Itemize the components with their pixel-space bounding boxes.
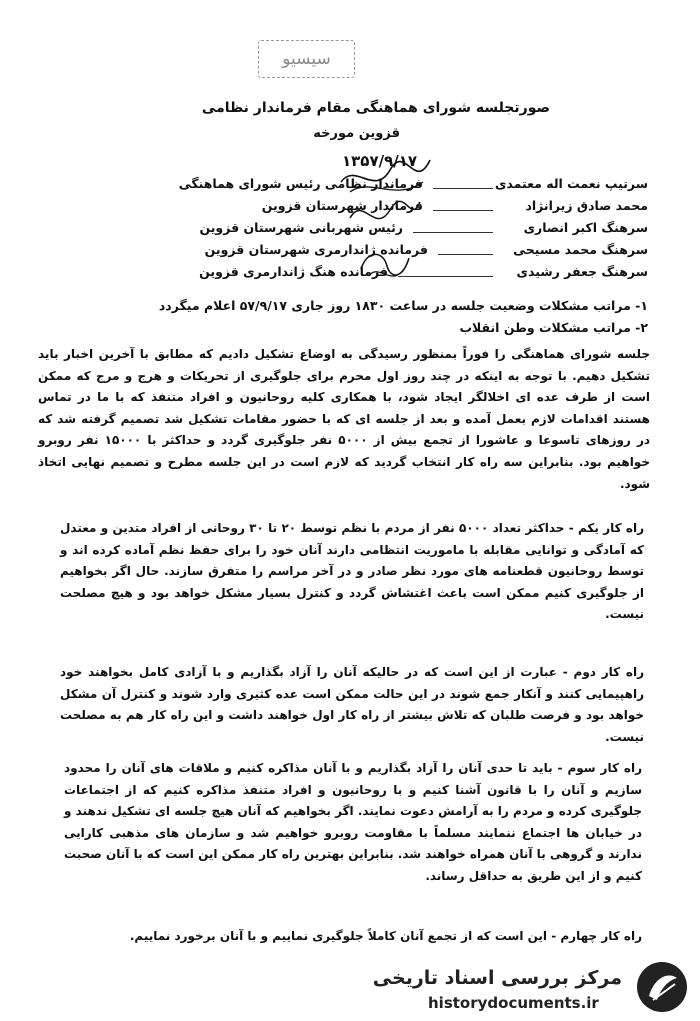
attendee-role: فرمانده هنگ ژاندارمری قزوین	[199, 264, 388, 279]
attendee-name: محمد صادق زیرانژاد	[525, 198, 648, 213]
attendee-role: رئیس شهربانی شهرستان قزوین	[199, 220, 403, 235]
body-paragraph: راه کار چهارم - این است که از تجمع آنان کاملاً جلوگیری نماییم و با آنان برخورد نماییم.	[129, 929, 642, 943]
attendee-role: فرمانده ژاندارمری شهرستان قزوین	[204, 242, 428, 257]
body-paragraph: راه کار سوم - باید تا حدی آنان را آزاد بگذاریم و با آنان مذاکره کنیم و ملاقات های آنان را محدود سازیم و آنان را با قانون آشنا کنیم و با روحانیون و افراد متنفذ مذاکره کنیم که از اجتماعات جلوگیری کرده و مردم را به آرامش دعوت نمایند. اگر بخواهیم که آنان هیچ جلسه ای تشکیل ندهند و در خیابان ها اجتماع ننمایند مسلماً با مقاومت روبرو خواهیم شد و سازمان های مذهبی کارایی ندارند و گروهی با آنان همراه خواهند شد. بنابراین بهترین راه کار ممکن این است که با آنان صحبت کنیم و از این طریق به حداقل رساند.	[64, 761, 642, 883]
agenda-item: ۱- مراتب مشکلات وضعیت جلسه در ساعت ۱۸۳۰ روز جاری ۵۷/۹/۱۷ اعلام میگردد	[158, 298, 648, 313]
body-paragraph: جلسه شورای هماهنگی را فوراً بمنظور رسیدگی به اوضاع تشکیل دادیم که مطابق با آخرین اخبار باید تشکیل دهیم. با توجه به اینکه در چند روز اول محرم برای جلوگیری از تحریکات و هرج و مرج که ممکن است از طرف عده ای اخلالگر ایجاد شود، با همکاری کلیه روحانیون و افراد متنفذ که با ما در تماس هستند اقدامات لازم بعمل آمده و بعد از جلسه ای که با حضور مقامات تشکیل شد تصمیم گرفته شد که در روزهای تاسوعا و عاشورا از تجمع بیش از ۵۰۰۰ نفر جلوگیری گردد و حداکثر با ۱۵۰۰۰ نفر روبرو خواهیم بود. بنابراین سه راه کار انتخاب گردید که لازم است در این جلسه مطرح و تصمیم نهایی اتخاذ شود.	[38, 347, 651, 491]
document-date: ۱۳۵۷/۹/۱۷	[342, 152, 418, 170]
attendee-row	[50, 264, 648, 286]
archive-url[interactable]: historydocuments.ir	[428, 994, 599, 1012]
attendee-row	[50, 242, 648, 264]
signature-line	[433, 210, 493, 211]
body-paragraph: راه کار یکم - حداکثر تعداد ۵۰۰۰ نفر از مردم با نظم توسط ۲۰ تا ۳۰ روحانی از افراد متدین و معتدل که آمادگی و توانایی مقابله با ماموریت انتظامی دارند آنان خود را برای حفظ نظم آماده کرده اند و توسط روحانیون قطعنامه های مورد نظر صادر و در آخر مراسم را متفرق سازند. حال اگر بخواهیم از جلوگیری کنیم ممکن است باعث اغتشاش گردد و کنترل بسیار مشکل خواهد بود و هیچ مصلحت نیست.	[60, 521, 644, 622]
attendee-name: سرهنگ اکبر انصاری	[523, 220, 648, 235]
signature-3	[355, 244, 415, 286]
attendee-role: فرماندار نظامی رئیس شورای هماهنگی	[178, 176, 423, 191]
body-paragraph: راه کار دوم - عبارت از این است که در حالیکه آنان را آزاد بگذاریم و با آزادی کامل بخواهند خود راهپیمایی کنند و آنکار جمع شوند در این حالت ممکن است عده کثیری وارد شوند و کنترل آن مشکل خواهد بود و فرصت طلبان که تلاش بیشتر از راه کار اول خواهند داشت و این راه کار هم به مصلحت نیست.	[60, 665, 644, 744]
signature-2	[345, 190, 425, 240]
attendee-name: سرهنگ محمد مسیحی	[513, 242, 648, 257]
document-subtitle: قزوین مورخه	[313, 126, 400, 141]
signature-line	[433, 188, 493, 189]
attendee-name: سرهنگ جعفر رشیدی	[516, 264, 648, 279]
attendee-name: سرتیپ نعمت اله معتمدی	[494, 176, 648, 191]
agenda-item: ۲- مراتب مشکلات وطن انقلاب	[459, 320, 648, 335]
archive-logo-icon	[635, 960, 689, 1014]
signature-line	[413, 232, 493, 233]
document-title: صورتجلسه شورای هماهنگی مقام فرماندار نظامی	[201, 100, 550, 116]
attendee-role: فرماندار شهرستان قزوین	[261, 198, 423, 213]
signature-line	[438, 254, 493, 255]
archive-name: مرکز بررسی اسناد تاریخی	[372, 967, 622, 989]
header-stamp: سیسیو	[258, 40, 355, 78]
